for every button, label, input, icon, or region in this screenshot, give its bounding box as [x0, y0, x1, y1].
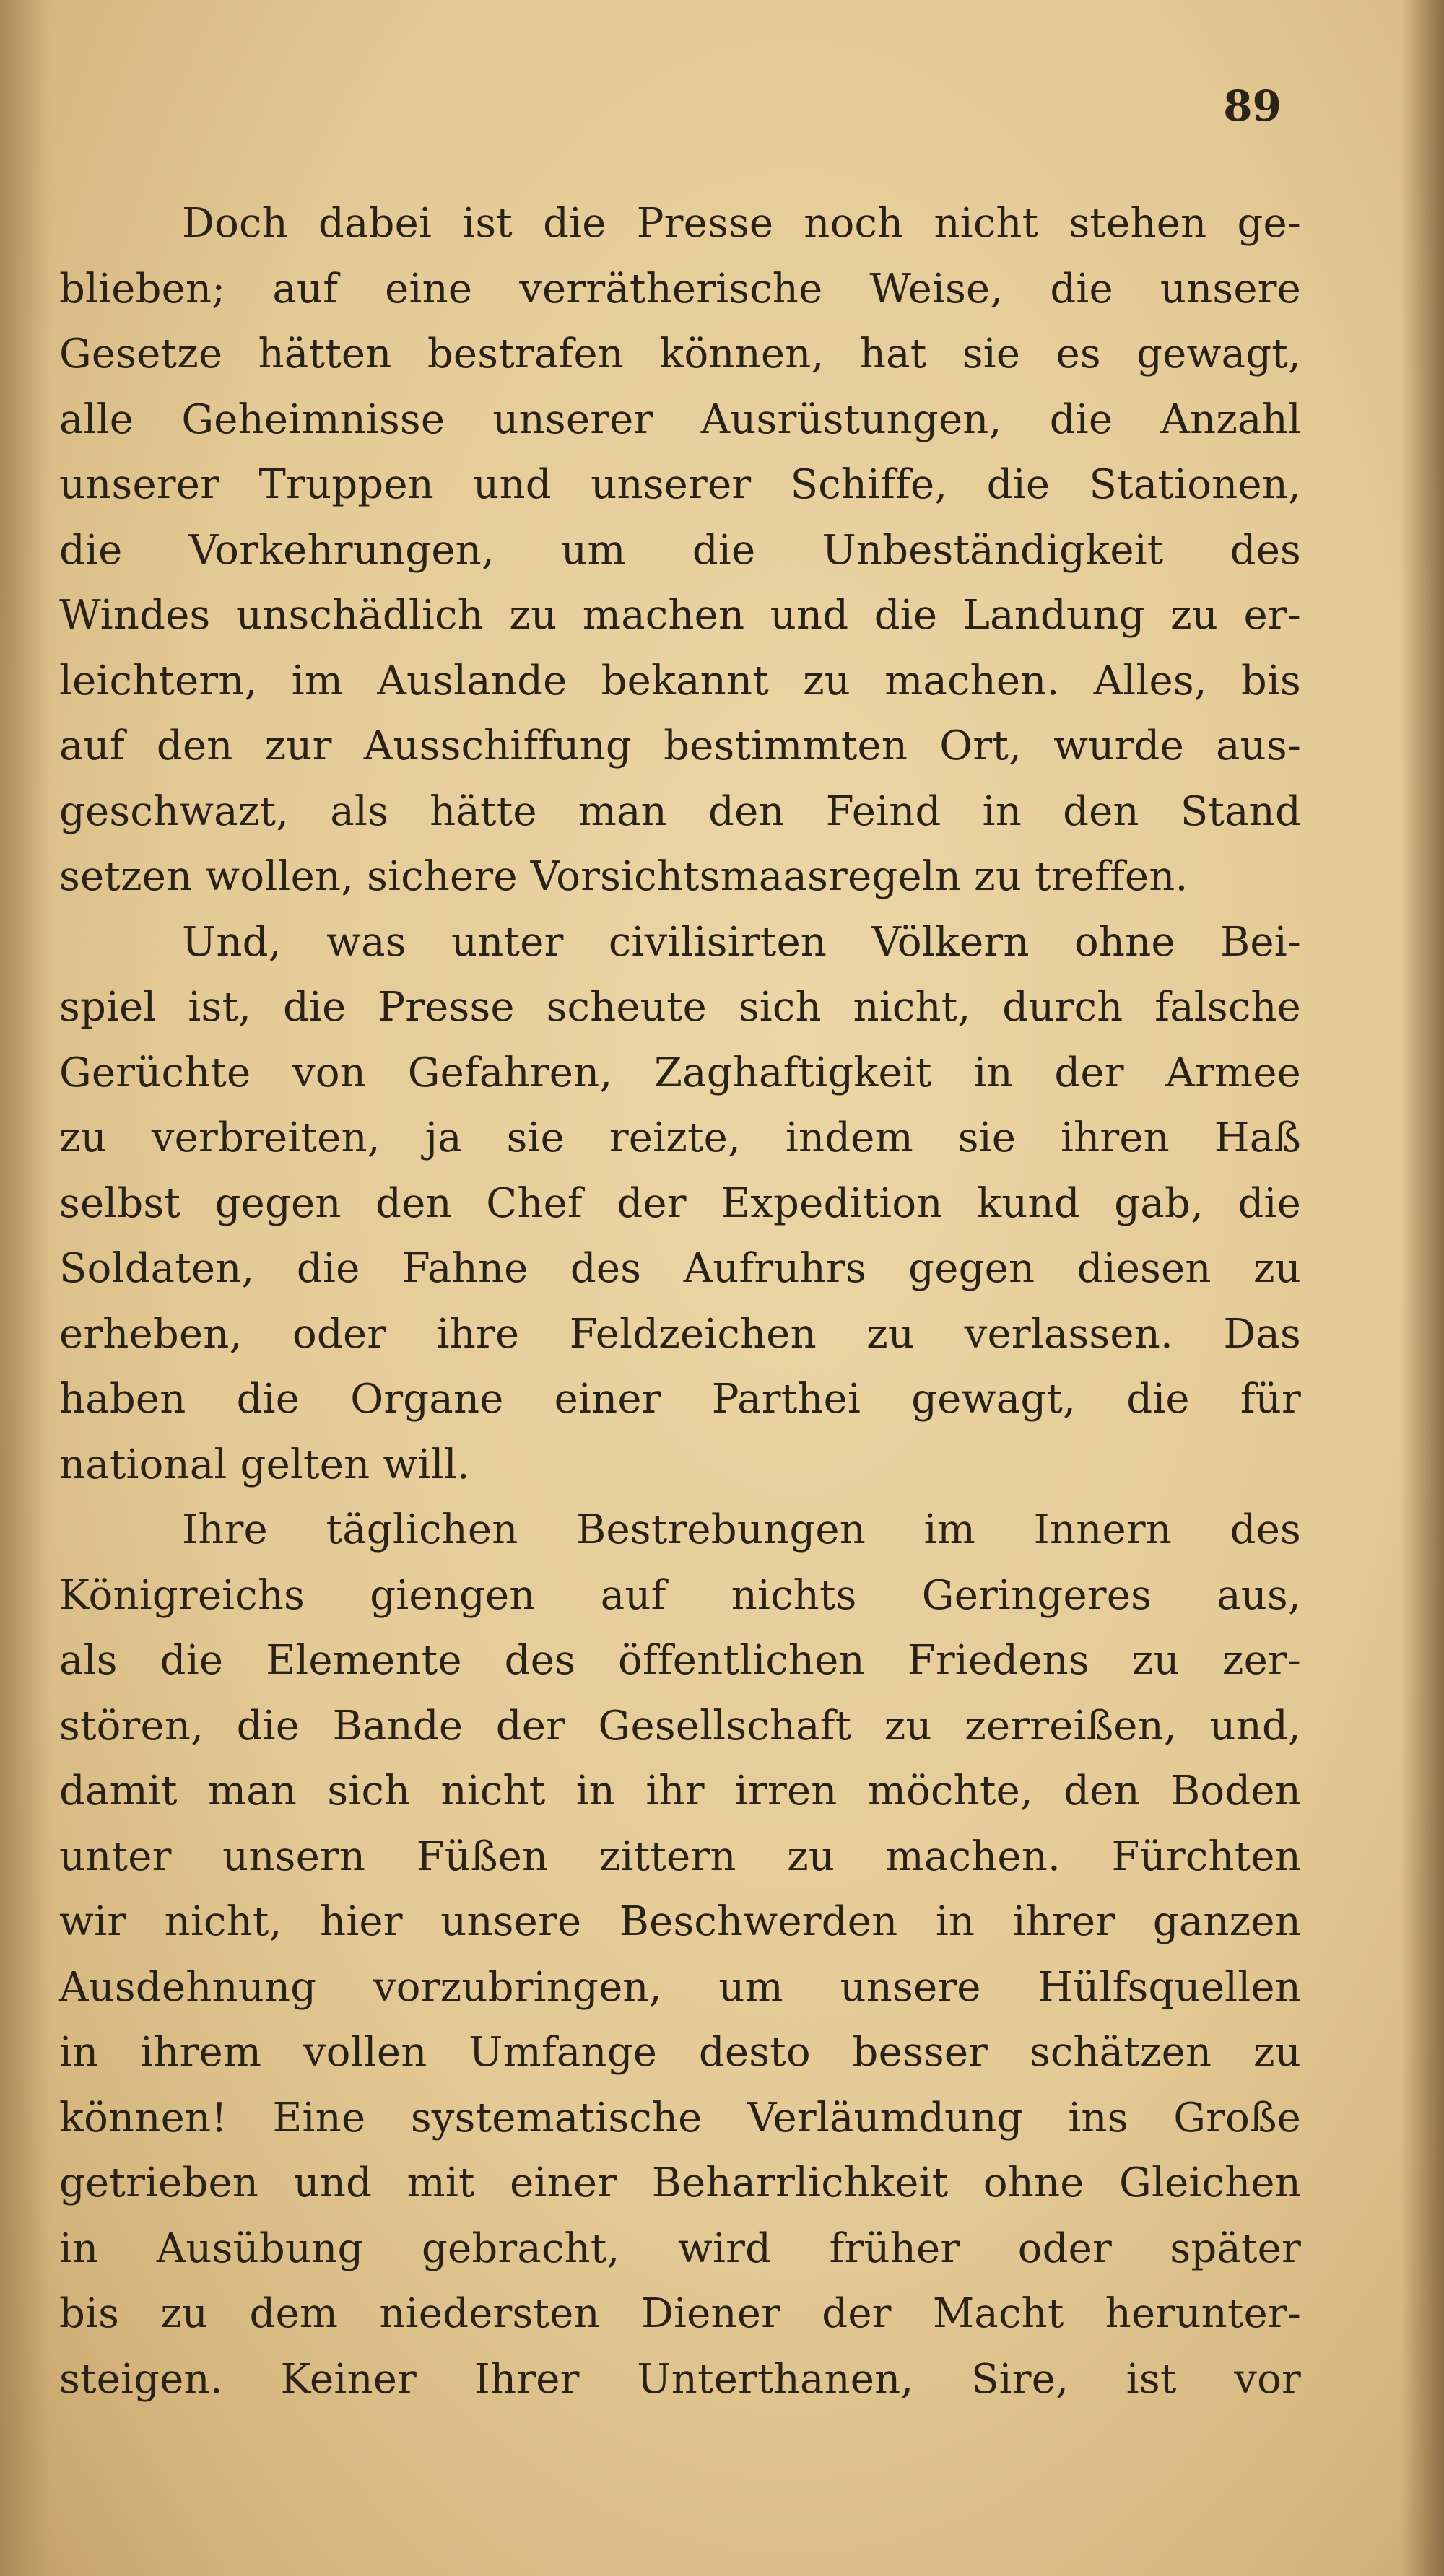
- text-line: stören, die Bande der Gesellschaft zu zerreißen, und,: [59, 1702, 1301, 1750]
- text-line: auf den zur Ausschiffung bestimmten Ort, wurde aus-: [59, 722, 1301, 769]
- text-line: steigen. Keiner Ihrer Unterthanen, Sire, ist vor: [59, 2355, 1301, 2403]
- text-line: unter unsern Füßen zittern zu machen. Fürchten: [59, 1833, 1301, 1880]
- text-line: Gerüchte von Gefahren, Zaghaftigkeit in der Armee: [59, 1049, 1301, 1096]
- text-line: Und, was unter civilisirten Völkern ohne Bei-: [182, 918, 1301, 966]
- text-line: setzen wollen, sichere Vorsichtsmaasregeln zu treffen.: [59, 853, 1188, 900]
- text-line: blieben; auf eine verrätherische Weise, die unsere: [59, 265, 1301, 313]
- text-line: Königreichs giengen auf nichts Geringeres aus,: [59, 1571, 1301, 1619]
- text-line: Soldaten, die Fahne des Aufruhrs gegen diesen zu: [59, 1245, 1301, 1292]
- text-line: alle Geheimnisse unserer Ausrüstungen, die Anzahl: [59, 396, 1301, 443]
- text-line: zu verbreiten, ja sie reizte, indem sie ihren Haß: [59, 1114, 1301, 1161]
- text-line: können! Eine systematische Verläumdung ins Große: [59, 2094, 1301, 2141]
- text-line: spiel ist, die Presse scheute sich nicht, durch falsche: [59, 984, 1301, 1031]
- text-line: Doch dabei ist die Presse noch nicht stehen ge-: [182, 200, 1301, 247]
- text-line: getrieben und mit einer Beharrlichkeit ohne Gleichen: [59, 2160, 1301, 2206]
- text-line: in ihrem vollen Umfange desto besser schätzen zu: [59, 2029, 1301, 2076]
- text-line: unserer Truppen und unserer Schiffe, die Stationen,: [59, 461, 1301, 508]
- body-text: [59, 191, 1301, 2412]
- text-line: bis zu dem niedersten Diener der Macht herunter-: [59, 2290, 1301, 2337]
- text-line: haben die Organe einer Parthei gewagt, die für: [59, 1376, 1301, 1423]
- text-line: Windes unschädlich zu machen und die Landung zu er-: [59, 592, 1301, 639]
- text-line: als die Elemente des öffentlichen Friedens zu zer-: [59, 1637, 1301, 1684]
- text-line: geschwazt, als hätte man den Feind in den Stand: [59, 787, 1301, 835]
- text-line: national gelten will.: [59, 1441, 470, 1488]
- text-line: die Vorkehrungen, um die Unbeständigkeit des: [59, 526, 1301, 574]
- text-line: leichtern, im Auslande bekannt zu machen. Alles, bis: [59, 657, 1301, 704]
- text-line: Gesetze hätten bestrafen können, hat sie es gewagt,: [59, 331, 1301, 377]
- page-number: 89: [1223, 82, 1282, 131]
- text-line: wir nicht, hier unsere Beschwerden in ihrer ganzen: [59, 1898, 1301, 1945]
- text-line: erheben, oder ihre Feldzeichen zu verlassen. Das: [59, 1310, 1301, 1358]
- text-line: Ausdehnung vorzubringen, um unsere Hülfsquellen: [59, 1963, 1301, 2011]
- text-line: selbst gegen den Chef der Expedition kund gab, die: [59, 1179, 1301, 1227]
- text-line: damit man sich nicht in ihr irren möchte, den Boden: [59, 1768, 1301, 1815]
- text-line: in Ausübung gebracht, wird früher oder später: [59, 2224, 1301, 2272]
- text-line: Ihre täglichen Bestrebungen im Innern des: [182, 1506, 1301, 1553]
